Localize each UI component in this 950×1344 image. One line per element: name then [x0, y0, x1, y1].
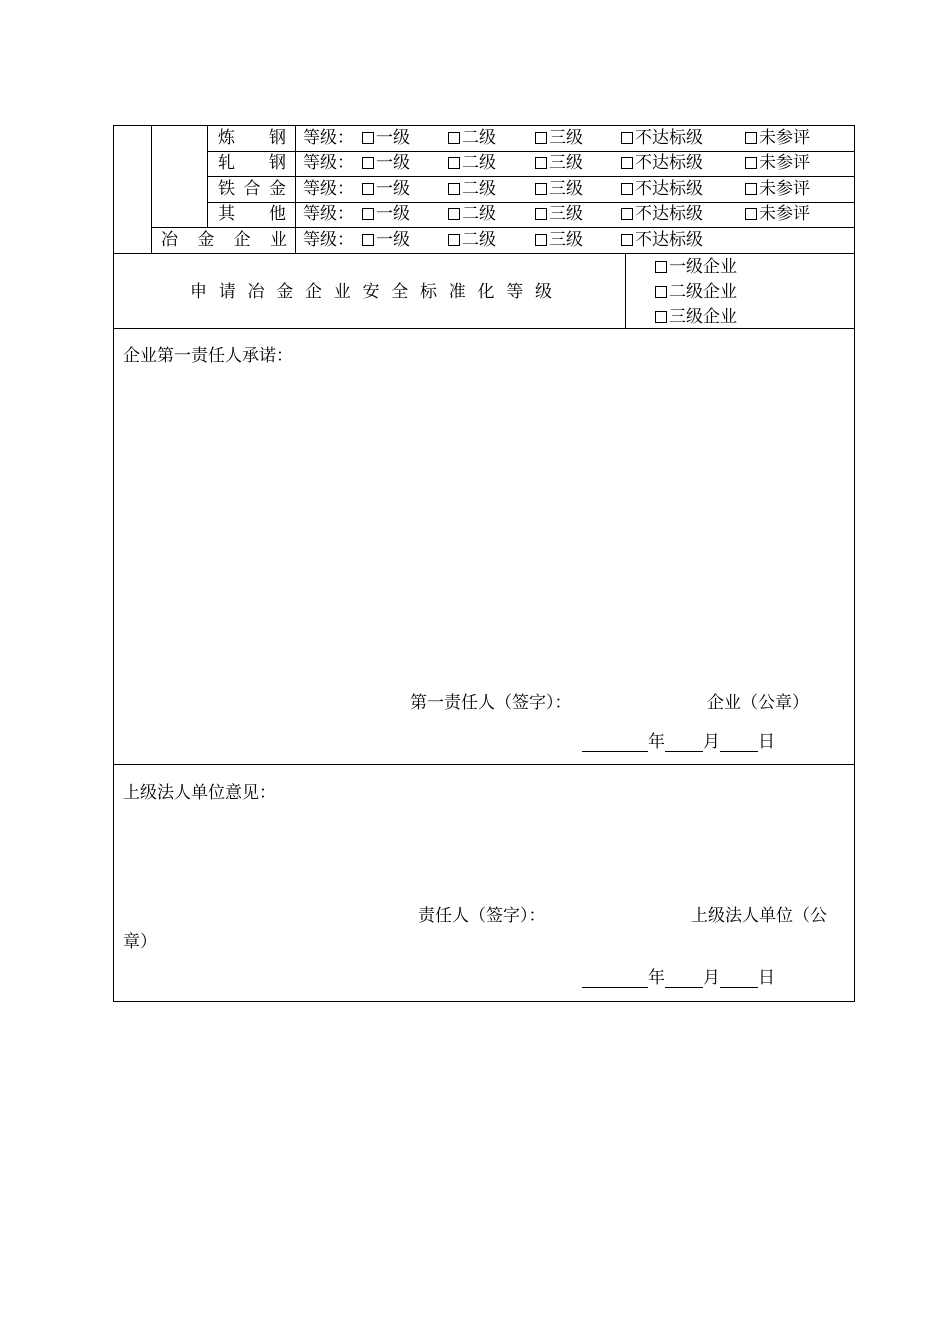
grade-option[interactable]	[362, 153, 410, 173]
grade-option[interactable]	[535, 179, 583, 199]
grade-prefix: 等级：	[303, 128, 354, 148]
label-char: 申	[190, 282, 207, 302]
superior-seal-label: 上级法人单位（公	[691, 906, 827, 926]
checkbox[interactable]	[621, 157, 633, 169]
checkbox[interactable]	[655, 311, 667, 323]
label-char: 冶	[247, 282, 265, 302]
table-border-top	[113, 125, 855, 126]
label-char: 轧	[218, 153, 235, 173]
checkbox[interactable]	[448, 234, 460, 246]
checkbox[interactable]	[362, 234, 374, 246]
year-blank[interactable]	[582, 971, 648, 988]
row-divider	[207, 151, 855, 152]
checkbox[interactable]	[621, 183, 633, 195]
option-label: 一级	[376, 153, 410, 173]
commitment-title: 企业第一责任人承诺：	[123, 346, 293, 366]
checkbox[interactable]	[362, 157, 374, 169]
metallurgy-row-label	[161, 230, 287, 250]
month-label: 月	[703, 732, 720, 752]
month-blank[interactable]	[665, 971, 703, 988]
row-divider	[207, 176, 855, 177]
checkbox[interactable]	[745, 132, 757, 144]
checkbox[interactable]	[362, 132, 374, 144]
option-label: 未参评	[759, 179, 810, 199]
year-label: 年	[648, 968, 665, 988]
sub-row-label	[218, 153, 286, 173]
row-divider	[113, 764, 855, 765]
col-divider	[207, 125, 208, 227]
option-label: 一级	[376, 230, 410, 250]
sub-row-label	[218, 204, 286, 224]
checkbox[interactable]	[535, 157, 547, 169]
superior-title: 上级法人单位意见：	[123, 783, 276, 803]
option-label: 不达标级	[635, 179, 703, 199]
label-char: 化	[477, 282, 495, 302]
option-label: 未参评	[759, 128, 810, 148]
checkbox[interactable]	[535, 208, 547, 220]
checkbox[interactable]	[535, 132, 547, 144]
option-label: 不达标级	[635, 230, 703, 250]
grade-option[interactable]	[448, 179, 496, 199]
superior-signer-label: 责任人（签字）：	[418, 906, 546, 926]
checkbox[interactable]	[448, 132, 460, 144]
checkbox[interactable]	[621, 234, 633, 246]
option-label: 二级	[462, 179, 496, 199]
checkbox[interactable]	[621, 208, 633, 220]
checkbox[interactable]	[621, 132, 633, 144]
year-blank[interactable]	[582, 735, 648, 752]
label-char: 其	[218, 204, 235, 224]
superior-seal-label-cont: 章）	[123, 932, 157, 952]
label-char: 钢	[269, 128, 286, 148]
option-label: 三级	[549, 230, 583, 250]
grade-option[interactable]	[535, 230, 583, 250]
label-char: 企	[233, 230, 251, 250]
year-label: 年	[648, 732, 665, 752]
label-char: 钢	[269, 153, 286, 173]
col-divider	[625, 253, 626, 328]
grade-option[interactable]	[745, 179, 810, 199]
day-label: 日	[758, 732, 775, 752]
checkbox[interactable]	[745, 157, 757, 169]
grade-option[interactable]	[745, 153, 810, 173]
label-char: 金	[197, 230, 215, 250]
row-divider	[113, 253, 855, 254]
grade-option[interactable]	[448, 128, 496, 148]
option-label: 二级	[462, 204, 496, 224]
label-char: 业	[269, 230, 287, 250]
label-char: 炼	[218, 128, 235, 148]
grade-prefix: 等级：	[303, 179, 354, 199]
option-label: 未参评	[759, 153, 810, 173]
label-char: 全	[391, 282, 409, 302]
label-char: 冶	[161, 230, 178, 250]
option-label: 三级	[549, 204, 583, 224]
option-label: 未参评	[759, 204, 810, 224]
checkbox[interactable]	[655, 286, 667, 298]
option-label: 二级	[462, 153, 496, 173]
label-char: 金	[269, 179, 286, 199]
option-label: 三级	[549, 128, 583, 148]
month-label: 月	[703, 968, 720, 988]
superior-date	[582, 968, 775, 988]
grade-option[interactable]	[448, 230, 496, 250]
grade-option[interactable]	[745, 204, 810, 224]
label-char: 合	[243, 179, 261, 199]
col-divider	[295, 125, 296, 253]
commitment-date	[582, 732, 775, 752]
grade-option[interactable]	[448, 153, 496, 173]
grade-prefix: 等级：	[303, 153, 354, 173]
option-label: 二级企业	[669, 282, 737, 302]
table-border-right	[854, 125, 855, 1002]
grade-option[interactable]	[621, 179, 703, 199]
grade-option[interactable]	[362, 230, 410, 250]
sub-row-label	[218, 128, 286, 148]
day-blank[interactable]	[720, 735, 758, 752]
checkbox[interactable]	[448, 208, 460, 220]
apply-level-option[interactable]	[655, 257, 737, 277]
option-label: 一级	[376, 204, 410, 224]
checkbox[interactable]	[448, 183, 460, 195]
grade-option[interactable]	[621, 204, 703, 224]
apply-level-label	[190, 282, 552, 302]
checkbox[interactable]	[745, 183, 757, 195]
table-border-bottom	[113, 1001, 855, 1002]
option-label: 一级企业	[669, 257, 737, 277]
label-char: 金	[276, 282, 294, 302]
day-blank[interactable]	[720, 971, 758, 988]
option-label: 三级企业	[669, 307, 737, 327]
grade-option[interactable]	[362, 179, 410, 199]
option-label: 不达标级	[635, 153, 703, 173]
grade-prefix: 等级：	[303, 230, 354, 250]
apply-level-option[interactable]	[655, 307, 737, 327]
label-char: 级	[535, 282, 552, 302]
option-label: 一级	[376, 179, 410, 199]
option-label: 不达标级	[635, 204, 703, 224]
commitment-signer-label: 第一责任人（签字）：	[410, 693, 572, 713]
col-divider	[151, 125, 152, 253]
label-char: 业	[333, 282, 351, 302]
grade-option[interactable]	[535, 128, 583, 148]
label-char: 标	[420, 282, 437, 302]
table-border-left	[113, 125, 114, 1002]
sub-row-label	[218, 179, 286, 199]
option-label: 三级	[549, 153, 583, 173]
grade-option[interactable]	[621, 230, 703, 250]
grade-option[interactable]	[535, 153, 583, 173]
option-label: 一级	[376, 128, 410, 148]
grade-prefix: 等级：	[303, 204, 354, 224]
grade-option[interactable]	[362, 204, 410, 224]
day-label: 日	[758, 968, 775, 988]
apply-level-option[interactable]	[655, 282, 737, 302]
row-divider	[151, 227, 855, 228]
checkbox[interactable]	[448, 157, 460, 169]
grade-option[interactable]	[621, 153, 703, 173]
label-char: 铁	[218, 179, 235, 199]
option-label: 不达标级	[635, 128, 703, 148]
row-divider	[113, 328, 855, 329]
label-char: 企	[305, 282, 322, 302]
checkbox[interactable]	[362, 183, 374, 195]
checkbox[interactable]	[535, 183, 547, 195]
grade-option[interactable]	[745, 128, 810, 148]
label-char: 等	[506, 282, 524, 302]
option-label: 二级	[462, 128, 496, 148]
label-char: 安	[362, 282, 380, 302]
checkbox[interactable]	[655, 261, 667, 273]
checkbox[interactable]	[745, 208, 757, 220]
label-char: 准	[448, 282, 466, 302]
label-char: 他	[269, 204, 286, 224]
option-label: 二级	[462, 230, 496, 250]
checkbox[interactable]	[535, 234, 547, 246]
grade-option[interactable]	[448, 204, 496, 224]
option-label: 三级	[549, 179, 583, 199]
grade-option[interactable]	[535, 204, 583, 224]
grade-option[interactable]	[621, 128, 703, 148]
row-divider	[207, 202, 855, 203]
commitment-seal-label: 企业（公章）	[707, 693, 809, 713]
checkbox[interactable]	[362, 208, 374, 220]
month-blank[interactable]	[665, 735, 703, 752]
label-char: 请	[218, 282, 236, 302]
grade-option[interactable]	[362, 128, 410, 148]
